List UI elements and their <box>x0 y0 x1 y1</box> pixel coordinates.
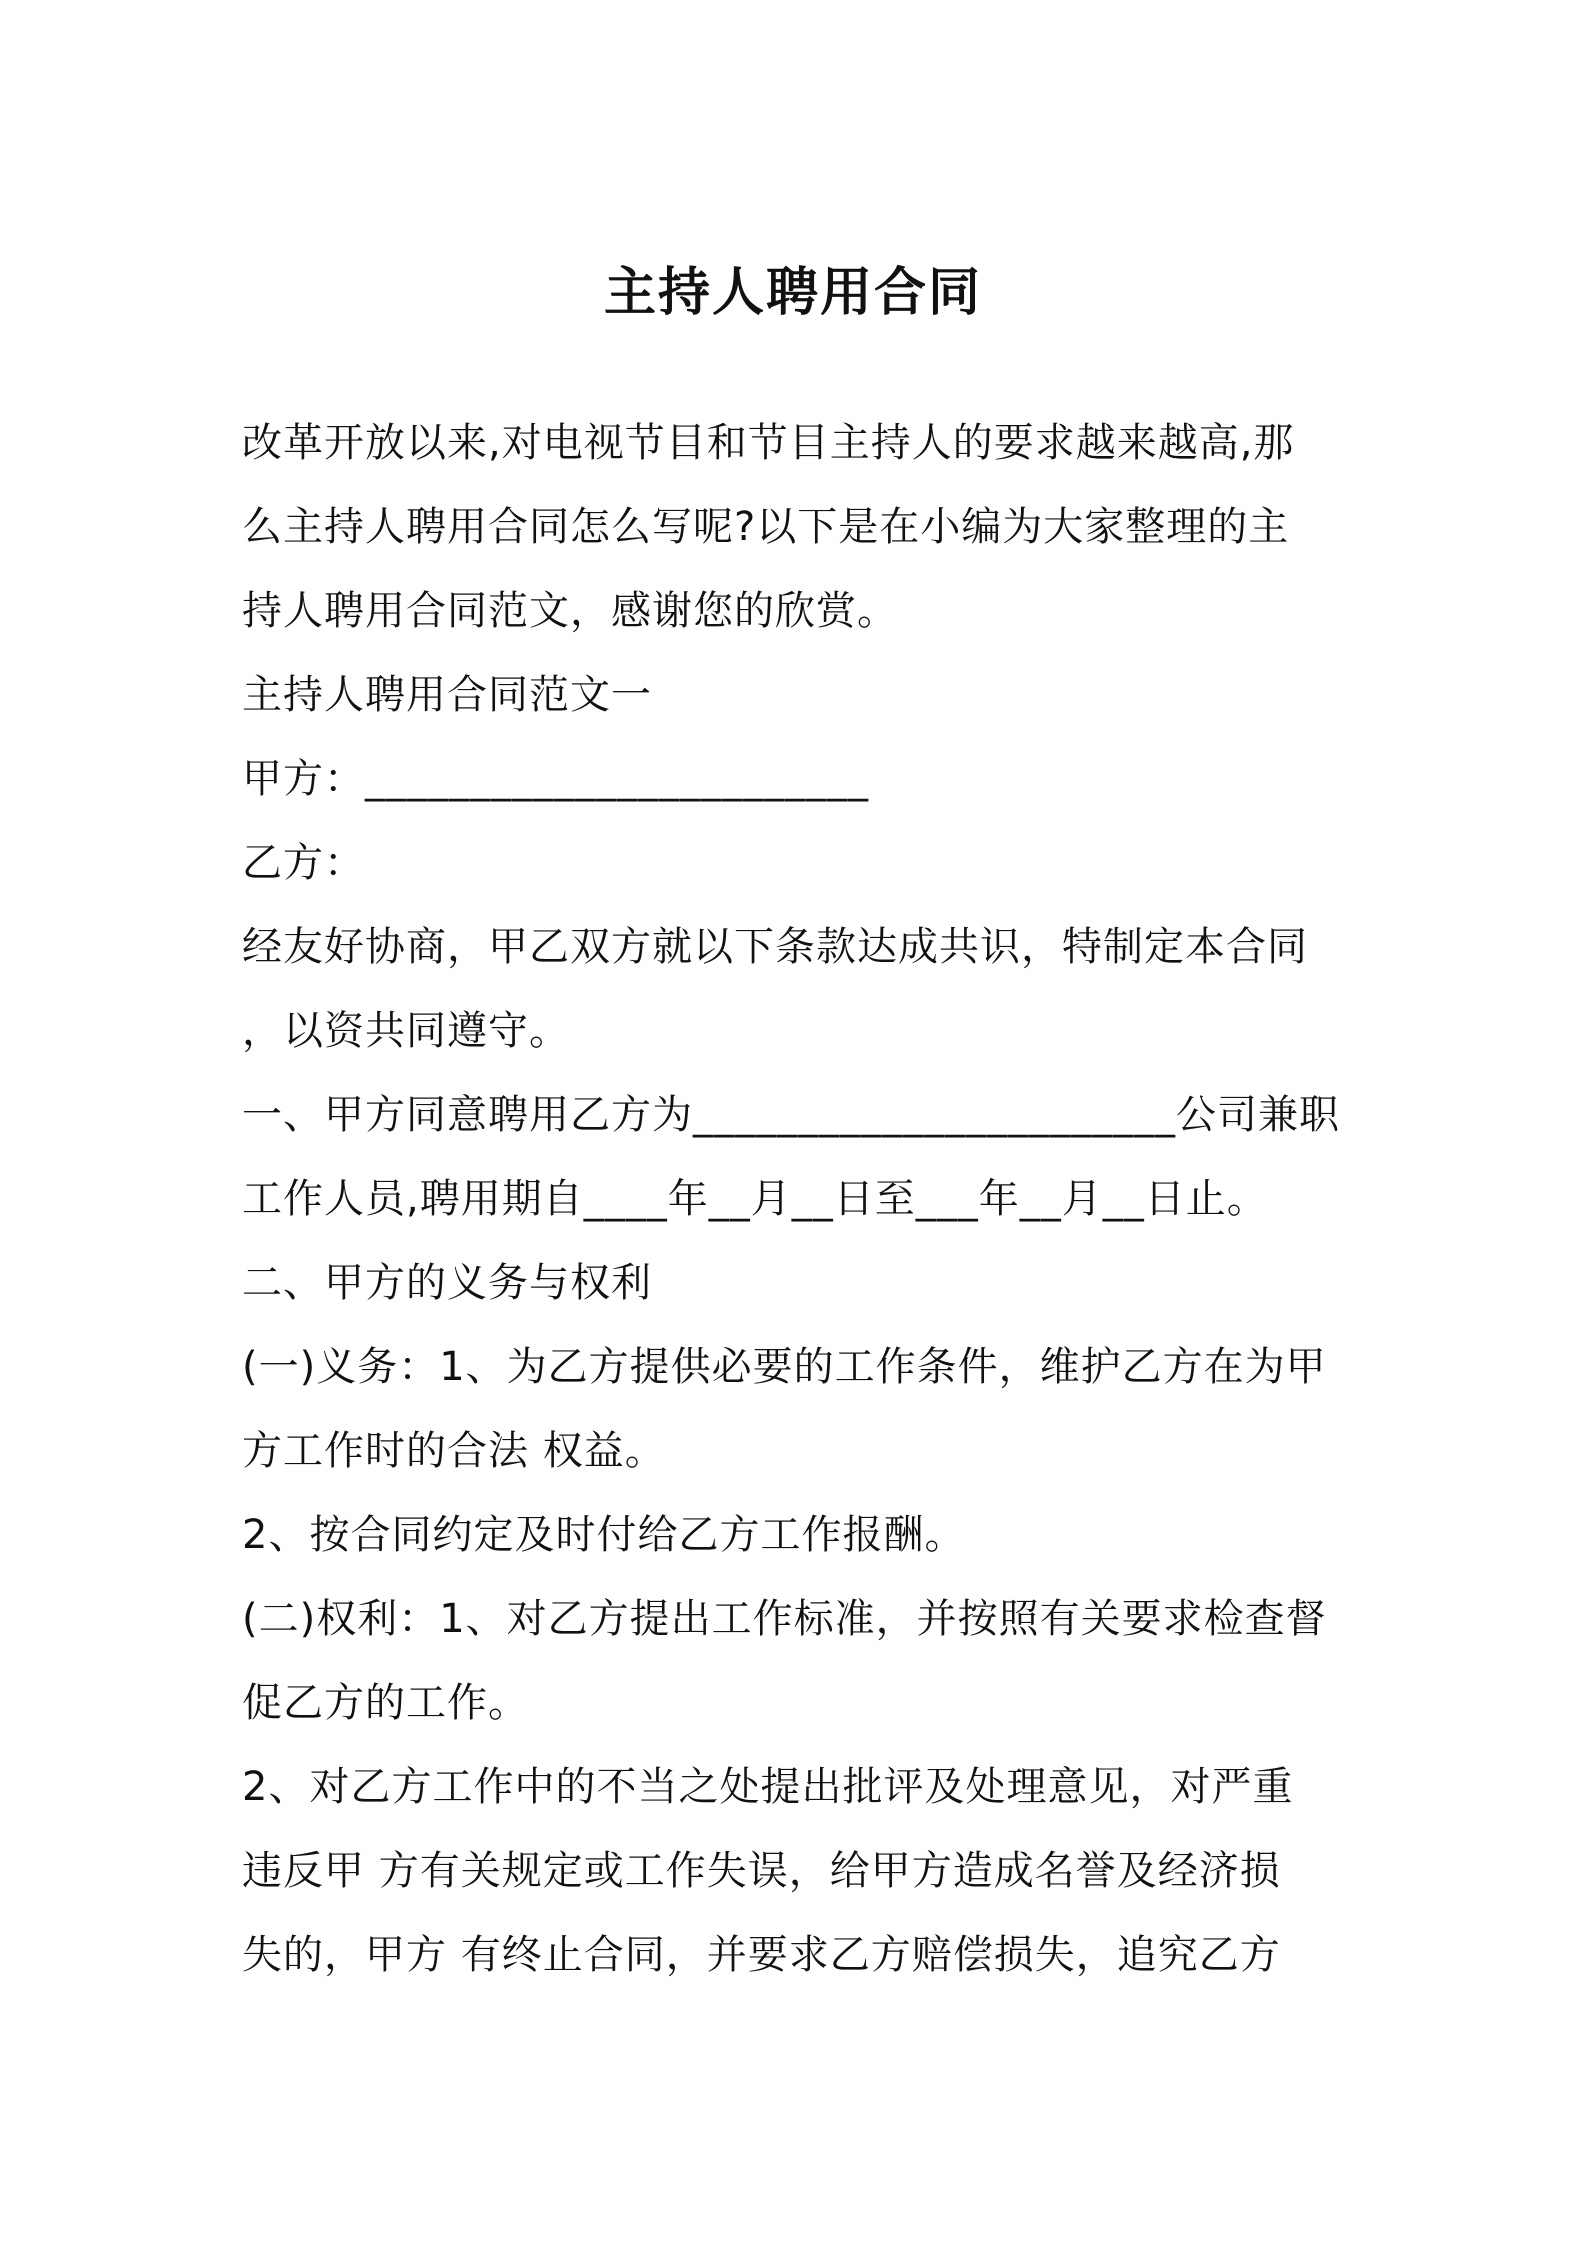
section-heading: 主持人聘用合同范文一 <box>242 672 652 718</box>
body-line: 么主持人聘用合同怎么写呢?以下是在小编为大家整理的主 <box>242 504 1290 550</box>
clause-line: 失的，甲方 有终止合同，并要求乙方赔偿损失，追究乙方 <box>242 1932 1281 1978</box>
clause-line: 工作人员,聘用期自____年__月__日至___年__月__日止。 <box>242 1176 1268 1222</box>
party-a-line: 甲方：________________________ <box>242 756 869 802</box>
clause-line: 2、按合同约定及时付给乙方工作报酬。 <box>242 1512 966 1558</box>
body-line: 改革开放以来,对电视节目和节目主持人的要求越来越高,那 <box>242 420 1295 466</box>
clause-line: 2、对乙方工作中的不当之处提出批评及处理意见，对严重 <box>242 1764 1294 1810</box>
document-title: 主持人聘用合同 <box>603 263 982 323</box>
clause-line: 促乙方的工作。 <box>242 1680 529 1726</box>
clause-line: 一、甲方同意聘用乙方为_______________________公司兼职 <box>242 1092 1340 1138</box>
body-line: 持人聘用合同范文，感谢您的欣赏。 <box>242 588 898 634</box>
clause-line: 违反甲 方有关规定或工作失误，给甲方造成名誉及经济损 <box>242 1848 1281 1894</box>
party-b-line: 乙方： <box>242 840 365 886</box>
body-line: 经友好协商，甲乙双方就以下条款达成共识，特制定本合同 <box>242 924 1308 970</box>
body-line: ，以资共同遵守。 <box>242 1008 570 1054</box>
clause-line: (一)义务：1、为乙方提供必要的工作条件，维护乙方在为甲 <box>242 1344 1327 1390</box>
clause-heading: 二、甲方的义务与权利 <box>242 1260 652 1306</box>
clause-line: (二)权利：1、对乙方提出工作标准，并按照有关要求检查督 <box>242 1596 1327 1642</box>
clause-line: 方工作时的合法 权益。 <box>242 1428 666 1474</box>
